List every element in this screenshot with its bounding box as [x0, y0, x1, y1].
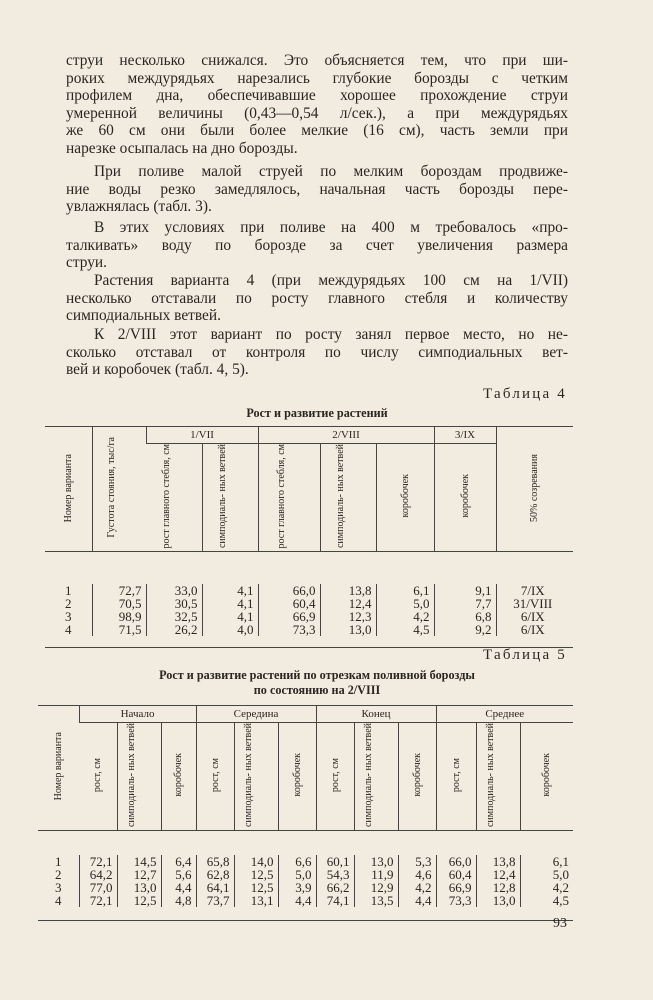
text-line: увлажнялась (табл. 3). — [66, 198, 212, 216]
table5-header-symp: симподиаль- ных ветвей — [476, 723, 520, 831]
text-line: струи. — [66, 254, 108, 272]
table5-group-start: Начало — [79, 706, 196, 723]
page-number: 93 — [553, 916, 567, 931]
text-line: роких междурядьях нарезались глубокие борозды с четким — [66, 69, 568, 87]
table4-header-density: Густота стояния, тыс/га — [92, 427, 146, 552]
text-line: несколько отставали по росту главного стебля и количеству — [66, 289, 568, 307]
table4-header-symp-aug: симподиаль- ных ветвей — [320, 444, 376, 552]
table4-title: Рост и развитие растений — [246, 406, 388, 420]
paragraph-1 — [66, 52, 568, 158]
table-row: 2 70,5 30,5 4,1 60,4 12,4 5,0 7,7 31/VIII — [45, 597, 573, 610]
text-line: вей и коробочек (табл. 4, 5). — [66, 361, 249, 379]
table4-label: Таблица 4 — [483, 386, 567, 402]
table4-header-stem: рост главного стебля, см — [146, 444, 202, 552]
table4-group-aug: 2/VIII — [258, 427, 434, 444]
table5-title-1: Рост и развитие растений по отрезкам поливной борозды — [159, 668, 475, 682]
table4-header-symp: симподиаль- ных ветвей — [202, 444, 258, 552]
text-line: В этих условиях при поливе на 400 м требовалось «про- — [94, 219, 568, 236]
paragraph-5 — [66, 326, 568, 379]
table5-group-middle: Середина — [196, 706, 316, 723]
table5-header-height: рост, см — [436, 723, 476, 831]
text-line: К 2/VIII этот вариант по росту занял первое место, но не- — [94, 326, 568, 343]
text-line: симподиальных ветвей. — [66, 307, 221, 325]
text-line: сколько отставал от контроля по числу симподиальных вет- — [66, 343, 568, 361]
table5-header-height: рост, см — [316, 723, 354, 831]
text-line: нарезке осыпалась на дно борозды. — [66, 139, 298, 157]
table5-header-symp: симподиаль- ных ветвей — [354, 723, 398, 831]
table4-body — [45, 552, 573, 648]
table5-header-height: рост, см — [79, 723, 117, 831]
text-line: профилем дна, обеспечивавшие хорошее прохождение струи — [66, 87, 568, 105]
paragraph-2 — [66, 163, 568, 216]
table5-header-boll: коробочек — [520, 723, 573, 831]
table4-header-stem-aug: рост главного стебля, см — [258, 444, 320, 552]
table5-header-symp: симподиаль- ных ветвей — [117, 723, 161, 831]
paragraph-4 — [66, 272, 568, 325]
table-row: 1 72,1 14,5 6,4 65,8 14,0 6,6 60,1 13,0 5,3 66,0 13,8 6,1 — [38, 855, 573, 868]
table5-header-variant: Номер варианта — [38, 706, 79, 831]
text-line: талкивать» воду по борозде за счет увеличения размера — [66, 236, 568, 254]
table-row: 3 77,0 13,0 4,4 64,1 12,5 3,9 66,2 12,9 4,2 66,9 12,8 4,2 — [38, 881, 573, 894]
table5-header-boll: коробочек — [161, 723, 196, 831]
table5-title-2: по состоянию на 2/VIII — [253, 683, 381, 697]
table5-header-boll: коробочек — [398, 723, 436, 831]
text-line: умеренной величины (0,43—0,54 л/сек.), а при междурядьях — [66, 104, 568, 122]
table4-header-ripening: 50% созревания — [496, 427, 573, 552]
table5-label: Таблица 5 — [483, 647, 567, 663]
table5-group-average: Среднее — [436, 706, 573, 723]
text-line: Растения варианта 4 (при междурядьях 100 см на 1/VII) — [94, 272, 568, 289]
table-row: 1 72,7 33,0 4,1 66,0 13,8 6,1 9,1 7/IX — [45, 584, 573, 597]
table-row: 4 72,1 12,5 4,8 73,7 13,1 4,4 74,1 13,5 4,4 73,3 13,0 4,5 — [38, 894, 573, 907]
table5-header-height: рост, см — [196, 723, 234, 831]
table4-group-sep: 3/IX — [434, 427, 496, 444]
paragraph-3 — [66, 219, 568, 272]
table4 — [45, 426, 573, 648]
table4-header-variant: Номер варианта — [45, 427, 92, 552]
table-row: 3 98,9 32,5 4,1 66,9 12,3 4,2 6,8 6/IX — [45, 610, 573, 623]
table-row: 2 64,2 12,7 5,6 62,8 12,5 5,0 54,3 11,9 4,6 60,4 12,4 5,0 — [38, 868, 573, 881]
table5 — [38, 705, 573, 921]
table5-header-symp: симподиаль- ных ветвей — [234, 723, 278, 831]
table4-header-boll-sep: коробочек — [434, 444, 496, 552]
table5-body — [38, 831, 573, 921]
table4-group-jul: 1/VII — [146, 427, 258, 444]
text-line: ние воды резко замедлялось, начальная часть борозды пере- — [66, 180, 568, 198]
table4-header-boll-aug: коробочек — [376, 444, 434, 552]
table5-header-boll: коробочек — [278, 723, 316, 831]
text-line: При поливе малой струей по мелким бороздам продвиже- — [94, 163, 568, 180]
table5-group-end: Конец — [316, 706, 436, 723]
text-line: струи несколько снижался. Это объясняется тем, что при ши- — [66, 52, 568, 69]
table-row: 4 71,5 26,2 4,0 73,3 13,0 4,5 9,2 6/IX — [45, 623, 573, 636]
text-line: же 60 см они были более мелкие (16 см), часть земли при — [66, 122, 568, 140]
